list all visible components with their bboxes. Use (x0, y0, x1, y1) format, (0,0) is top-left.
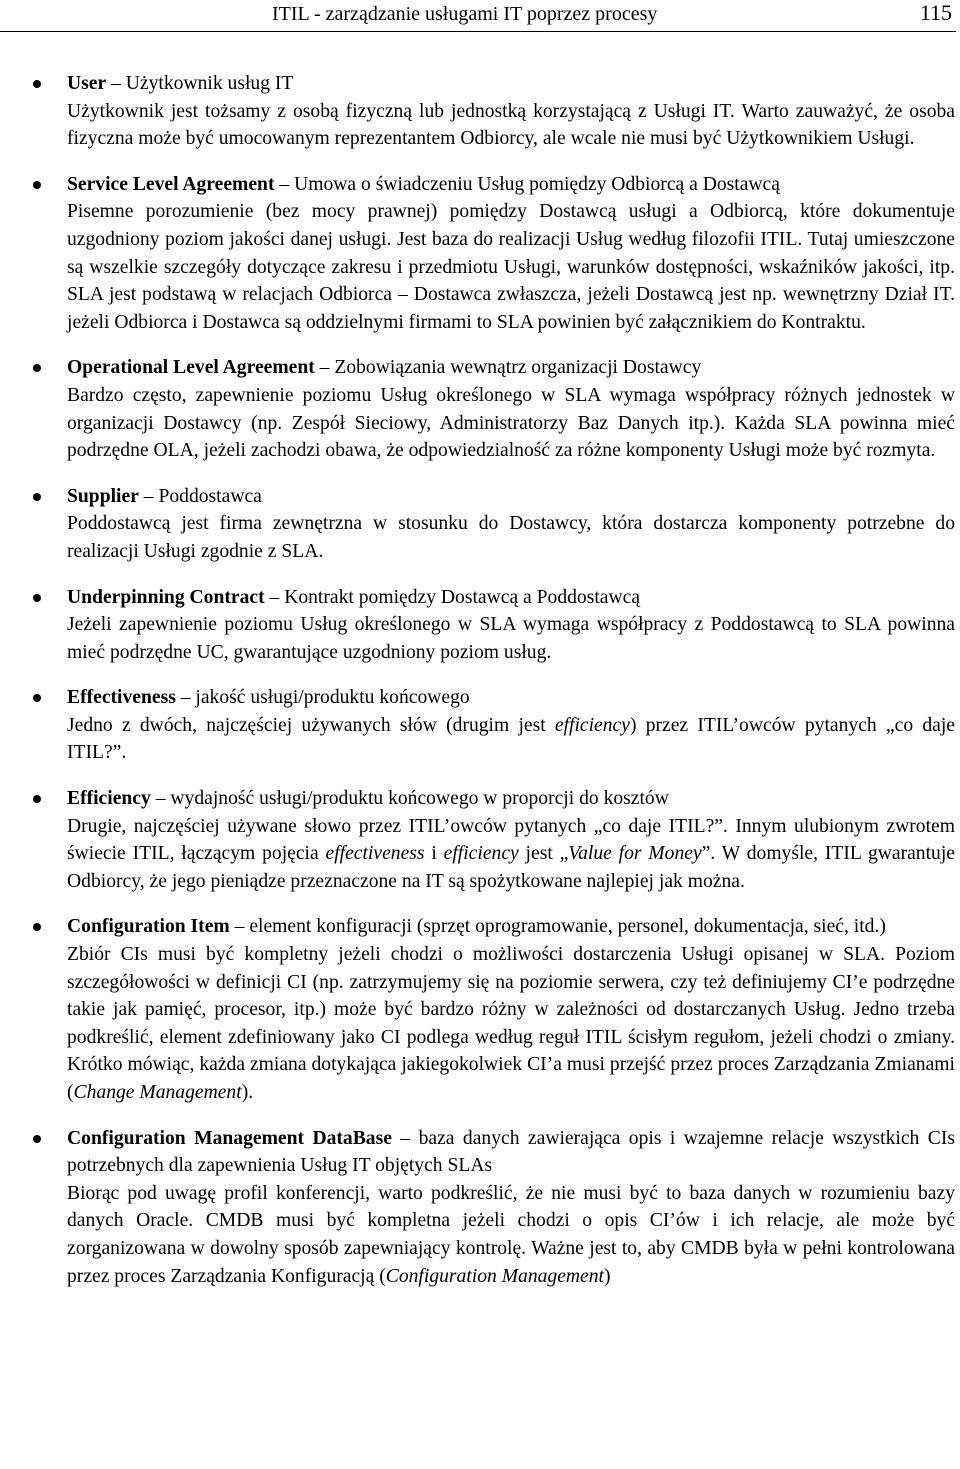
bullet-icon (33, 923, 41, 931)
entry-body (67, 1180, 955, 1290)
body-italic-text: Configuration Management (385, 1265, 604, 1287)
entry-body: Poddostawcą jest firma zewnętrzna w stosunku do Dostawcy, która dostarcza komponenty potrzebne do realizacji Usługi zgodnie z SLA. (67, 513, 955, 562)
body-text: ). (241, 1082, 254, 1103)
entry-definition: Użytkownik usług IT (125, 73, 294, 94)
entry-definition: element konfiguracji (sprzęt oprogramowanie, personel, dokumentacja, sieć, itd.) (249, 916, 886, 938)
header-rule (0, 31, 956, 32)
body-text: Biorąc pod uwagę profil konferencji, warto podkreślić, że nie musi być to baza danych w rozumieniu bazy danych Oracle. CMDB musi być kompletna jeżeli chodzi o opis CI’ów i ich relacje, ale może być zorganizowana w dowolny sposób zapewniający kontrolę. Ważne jest to, aby CMDB była w pełni kontrolowana przez proces Zarządzania Konfiguracją ( (67, 1182, 955, 1287)
entry-dash: – (314, 357, 335, 379)
bullet-icon (33, 181, 41, 189)
page-header (0, 0, 960, 34)
entry-heading (67, 354, 955, 382)
entry-body: Użytkownik jest tożsamy z osobą fizyczną lub jednostką korzystającą z Usługi IT. Warto zauważyć, że osoba fizyczna może być umocowanym reprezentantem Odbiorcy, ale wcale nie musi być Użytkownikiem Usługi. (67, 100, 955, 150)
entry-heading (67, 913, 955, 941)
entry-definition: Kontrakt pomiędzy Dostawcą a Poddostawcą (284, 586, 641, 608)
entry-body: Pisemne porozumienie (bez mocy prawnej) pomiędzy Dostawcą usługi a Odbiorcą, które dokumentuje uzgodniony poziom jakości danej usługi. Jest baza do realizacji Usług według filozofii ITIL. Tutaj umieszczone są wszelkie szczegóły dotyczące zakresu i przedmiotu Usługi, warunków dostępności, wskaźników jakości, itp. SLA jest podstawą w relacjach Odbiorca – Dostawca zwłaszcza, jeżeli Dostawcą jest np. wewnętrzny Dział IT. jeżeli Odbiorca i Dostawca są oddzielnymi firmami to SLA powinien być załącznikiem do Kontraktu. (67, 201, 955, 333)
entry-dash: – (138, 485, 159, 507)
glossary-entry-service-level-agreement (0, 171, 955, 337)
bullet-icon (33, 694, 41, 702)
entry-term: Supplier (67, 485, 139, 507)
entry-dash: – (106, 73, 126, 94)
body-italic-text: Change Management (73, 1082, 242, 1103)
body-text: Zbiór CIs musi być kompletny jeżeli chodzi o możliwości dostarczenia Usługi opisanej w SLA. Poziom szczegółowości w definicji CI (np. zatrzymujemy się na poziomie serwera, czy też definiujemy CI’e podrzędne takie jak pamięć, procesor, itp.) może być bardzo różny w zależności od dostarczanych Usług. Jedno trzeba podkreślić, element zdefiniowany jako CI podlega według reguł ITIL ścisłym regułom, jeżeli chodzi o zmiany. Krótko mówiąc, każda zmiana dotykająca jakiegokolwiek CI’a musi przejść przez proces Zarządzania Zmianami ( (67, 944, 955, 1103)
body-text: jest „ (518, 843, 569, 865)
bullet-icon (33, 594, 41, 602)
entry-term: Configuration Item (67, 916, 230, 938)
entry-dash: – (229, 916, 250, 938)
entry-definition: Poddostawca (158, 485, 262, 507)
glossary-entry-efficiency (0, 785, 955, 895)
body-text: Jedno z dwóch, najczęściej używanych słów (drugim jest (67, 714, 555, 736)
entry-heading (67, 1125, 955, 1180)
entry-term: Service Level Agreement (67, 173, 275, 195)
glossary-entry-configuration-item (0, 913, 955, 1106)
bullet-icon (33, 795, 41, 803)
entry-heading (67, 684, 955, 712)
entry-term: Configuration Management DataBase (67, 1127, 392, 1149)
entry-body (67, 941, 955, 1107)
entry-dash: – (175, 687, 196, 709)
entry-body (67, 813, 955, 896)
entry-dash: – (274, 173, 295, 195)
body-italic-text: efficiency (554, 714, 630, 736)
glossary-entry-underpinning-contract (0, 584, 955, 667)
entry-term: Effectiveness (67, 687, 176, 709)
page-number: 115 (919, 0, 952, 25)
entry-term: User (67, 73, 107, 94)
entry-heading (67, 785, 955, 813)
body-text: ) przez ITIL’owców pytanych „co daje ITIL?”. (67, 714, 955, 764)
body-text: i (424, 843, 444, 865)
entry-definition: Zobowiązania wewnątrz organizacji Dostawcy (334, 357, 702, 379)
glossary-entry-supplier (0, 483, 955, 566)
bullet-icon (33, 364, 41, 372)
glossary-entry-user (0, 70, 955, 153)
body-italic-text: Value for Money (568, 843, 702, 865)
entry-heading (67, 483, 955, 511)
entry-dash: – (391, 1127, 419, 1149)
body-text: ”. W domyśle, ITIL gwarantuje Odbiorcy, że jego pieniądze przeznaczone na IT są spożytkowane najlepiej jak można. (67, 843, 955, 892)
entry-term: Efficiency (67, 788, 151, 810)
entry-definition: jakość usługi/produktu końcowego (195, 687, 470, 709)
entry-heading (67, 171, 955, 199)
bullet-icon (33, 80, 41, 88)
running-title: ITIL - zarządzanie usługami IT poprzez procesy (272, 3, 658, 25)
glossary-entry-effectiveness (0, 684, 955, 767)
body-italic-text: effectiveness (325, 843, 425, 865)
body-text: ) (604, 1265, 611, 1287)
entry-body (67, 712, 955, 767)
entry-definition: baza danych zawierająca opis i wzajemne relacje wszystkich CIs potrzebnych dla zapewnienia Usług IT objętych SLAs (67, 1127, 956, 1177)
bullet-icon (33, 493, 41, 501)
bullet-icon (33, 1135, 41, 1143)
glossary-entry-operational-level-agreement (0, 354, 955, 464)
entry-body: Bardzo często, zapewnienie poziomu Usług określonego w SLA wymaga współpracy różnych jednostek w organizacji Dostawcy (np. Zespół Sieciowy, Administratorzy Baz Danych itp.). Każda SLA powinna mieć podrzędne OLA, jeżeli zachodzi obawa, że odpowiedzialność za różne komponenty Usługi może być rozmyta. (67, 384, 955, 462)
entry-definition: Umowa o świadczeniu Usług pomiędzy Odbiorcą a Dostawcą (294, 173, 780, 195)
body-text: Drugie, najczęściej używane słowo przez ITIL’owców pytanych „co daje ITIL?”. Innym ulubionym zwrotem świecie ITIL, łączącym pojęcia (67, 815, 955, 865)
entry-term: Operational Level Agreement (67, 357, 315, 379)
entry-definition: wydajność usługi/produktu końcowego w proporcji do kosztów (170, 788, 669, 810)
glossary-list (0, 70, 960, 1308)
entry-heading (67, 584, 955, 612)
entry-dash: – (264, 586, 285, 608)
body-italic-text: efficiency (443, 843, 519, 865)
entry-body: Jeżeli zapewnienie poziomu Usług określonego w SLA wymaga współpracy z Poddostawcą to SLA powinna mieć podrzędne UC, gwarantujące uzgodniony poziom usług. (67, 614, 955, 663)
entry-dash: – (150, 788, 171, 810)
entry-heading (67, 70, 955, 98)
entry-term: Underpinning Contract (67, 586, 265, 608)
glossary-entry-cmdb (0, 1125, 955, 1291)
